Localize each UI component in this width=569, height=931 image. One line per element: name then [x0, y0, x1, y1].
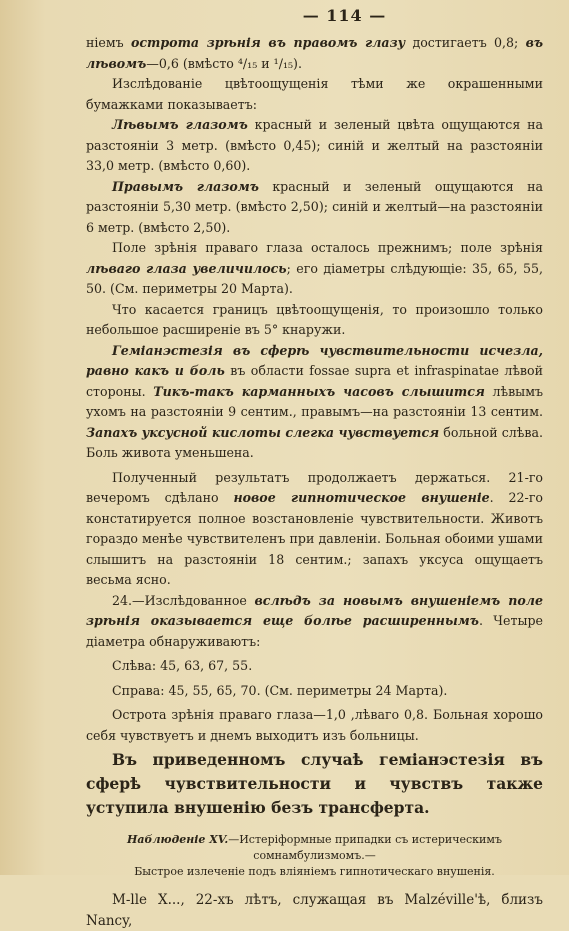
- italic-text: Правымъ глазомъ: [112, 178, 259, 194]
- italic-text: Лѣвымъ глазомъ: [112, 117, 248, 132]
- paragraph-hemianesthesia: [86, 341, 543, 464]
- observation-heading: —Истерiформные припадки съ истерическимъ сомнамбулизмомъ.—: [228, 833, 502, 862]
- text: —0,6 (вмѣсто ⁴/₁₅ и ¹/₁₅).: [146, 55, 302, 71]
- paragraph-right-eye: [86, 177, 543, 239]
- observation-subtitle: Быстрое излеченіе подъ вліяніемъ гипнотическаго внушенія.: [134, 865, 495, 878]
- paragraph-final-acuity: Острота зрѣнія праваго глаза—1,0 ,лѣваго 0,8. Больная хорошо себя чувствуетъ и днемъ выходитъ изъ больницы.: [86, 707, 543, 743]
- text: Полученный результатъ продолжаетъ держаться. 21-го вечеромъ сдѣлано: [86, 469, 543, 505]
- text: красный и зеленый цвѣта ощущаются на разстояніи 3 метр. (вмѣсто 0,45); синій и желтый на разстояніи 33,0 метр. (вмѣсто 0,60).: [86, 117, 543, 173]
- text: достигаетъ 0,8;: [405, 35, 526, 50]
- paragraph-visual-field: [86, 238, 543, 300]
- paragraph-conclusion: Въ приведенномъ случаѣ геміанэстезія въ сферѣ чувствительности и чувствъ также уступила внушенію безъ трансферта.: [86, 750, 543, 817]
- text: лѣвымъ ухомъ на разстояніи 9 сентим., правымъ—на разстояніи 13 сентим.: [86, 383, 544, 419]
- text: больной слѣва. Боль живота уменьшена.: [86, 424, 543, 460]
- paragraph-color-limits: Что касается границъ цвѣтоощущенія, то произошло только небольшое расширеніе въ 5° кнаружи.: [86, 301, 543, 337]
- text: красный и зеленый ощущаются на разстояніи 5,30 метр. (вмѣсто 2,50); синій и желтый—на разстояніи 6 метр. (вмѣсто 2,50).: [86, 178, 543, 235]
- text: Поле зрѣнія праваго глаза осталось прежнимъ; поле зрѣнія: [112, 240, 543, 255]
- paragraph-24: [86, 591, 543, 653]
- italic-text: Запахъ уксусной кислоты слегка чувствуется: [86, 424, 440, 440]
- text: нiемъ: [86, 35, 131, 50]
- italic-text: Геміанэстезія въ сферѣ чувствительности исчезла, равно какъ и боль: [86, 342, 543, 378]
- text: въ области fossae supra et infraspinatae лѣвой стороны.: [86, 363, 543, 399]
- paragraph-left-values: Слѣва: 45, 63, 67, 55.: [112, 658, 253, 673]
- italic-text: острота зрѣнія въ правомъ глазу: [130, 35, 406, 50]
- page-number: — 114 —: [302, 6, 387, 25]
- text: 24.—Изслѣдованное: [112, 592, 255, 608]
- paragraph-color-test: Изслѣдованіе цвѣтоощущенія тѣми же окрашенными бумажками показываетъ:: [86, 76, 543, 112]
- italic-text: Тикъ-такъ карманныхъ часовъ слышится: [153, 383, 485, 399]
- text: ; его діаметры слѣдующіе: 35, 65, 55, 50. (См. периметры 20 Марта).: [86, 260, 544, 296]
- paragraph-acuity: [86, 33, 543, 74]
- text: . 22-го констатируется полное возстановленіе чувствительности. Животъ гораздо менѣе чувствителенъ при давленіи. Больная обоими ушами слышитъ на разстояніи 18 сентим.; запахъ уксуса ощущаетъ весьма ясно.: [86, 490, 543, 587]
- italic-text: лѣваго глаза увеличилось: [86, 260, 287, 276]
- text: . Четыре діаметра обнаруживаютъ:: [86, 613, 543, 649]
- paragraph-result: [86, 468, 543, 591]
- italic-text: въ лѣвомъ: [86, 35, 544, 71]
- italic-text: вслѣдъ за новымъ внушеніемъ поле зрѣнія оказывается еще болѣе расширеннымъ: [86, 592, 543, 628]
- paragraph-right-values: Справа: 45, 55, 65, 70. (См. периметры 24 Марта).: [112, 682, 448, 698]
- paragraph-patient: M-lle X..., 22-хъ лѣтъ, служащая въ Malzéville'ѣ, близъ Nancy,: [86, 892, 543, 929]
- observation-number: Наблюденіе XV.: [127, 833, 229, 846]
- paragraph-left-eye: [86, 115, 543, 177]
- observation-title: [86, 832, 543, 864]
- italic-text: новое гипнотическое внушеніе: [233, 490, 490, 505]
